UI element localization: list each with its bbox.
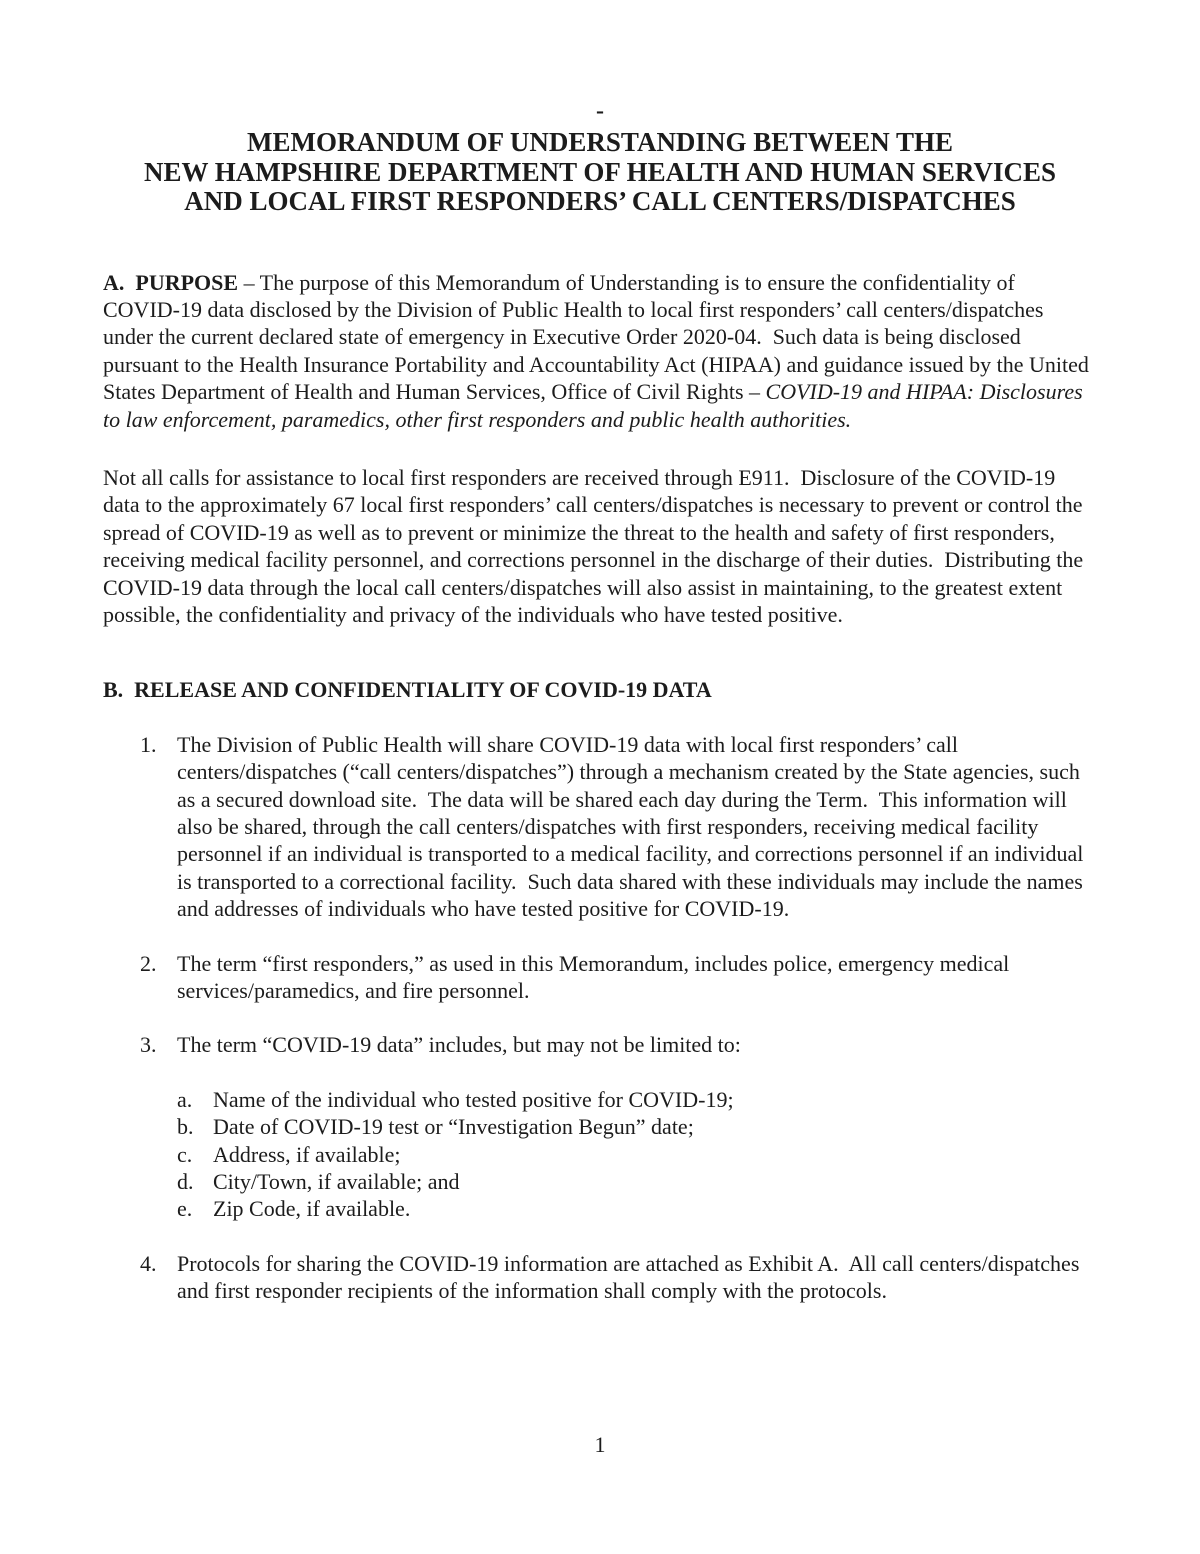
section-a-separator: – <box>238 269 260 295</box>
list-item-4-body <box>177 1250 1097 1305</box>
list-item-2-text: The term “first responders,” as used in this Memorandum, includes police, emergency medical services/paramedics, and fire personnel. <box>177 950 1015 1004</box>
list-item-3-text: The term “COVID-19 data” includes, but may not be limited to: <box>177 1032 741 1058</box>
list-item-3 <box>103 1031 1097 1222</box>
sub-item-a-text: Name of the individual who tested positive for COVID-19; <box>213 1086 734 1112</box>
list-item-4-number: 4. <box>140 1250 157 1276</box>
sub-item-e-text: Zip Code, if available. <box>213 1196 411 1222</box>
sub-item-b-letter: b. <box>177 1114 194 1140</box>
sub-item-c-letter: c. <box>177 1141 193 1167</box>
section-b-list <box>103 731 1097 1305</box>
sub-item-a <box>177 1086 1097 1113</box>
paragraph-2: Not all calls for assistance to local first responders are received through E911. Disclosure of the COVID-19 data to the approximately 67 local first responders’ call centers/dispatches is necessary to prevent or control the spread of COVID-19 as well as to prevent or minimize the threat to the health and safety of first responders, receiving medical facility personnel, and corrections personnel in the discharge of their duties. Distributing the COVID-19 data through the local call centers/dispatches will also assist in maintaining, to the greatest extent possible, the confidentiality and privacy of the individuals who have tested positive. <box>103 464 1089 627</box>
sub-item-d <box>177 1168 1097 1195</box>
document-title <box>103 128 1097 217</box>
sub-item-a-letter: a. <box>177 1086 193 1112</box>
title-line-1: MEMORANDUM OF UNDERSTANDING BETWEEN THE <box>246 127 954 157</box>
list-item-2 <box>103 950 1097 1005</box>
section-a-body: The purpose of this Memorandum of Understanding is to ensure the confidentiality of COVID-19 data disclosed by the Division of Public Health to local first responders’ call centers/dispatches under the current declared state of emergency in Executive Order 2020-04. Such data is being disclosed pursuant to the Health Insurance Portability and Accountability Act (HIPAA) and guidance issued by the United States Department of Health and Human Services, Office of Civil Rights – <box>103 269 1095 405</box>
sub-item-d-letter: d. <box>177 1169 194 1195</box>
section-a-paragraph <box>103 269 1097 433</box>
sub-item-e <box>177 1195 1097 1222</box>
sub-item-c <box>177 1141 1097 1168</box>
list-item-2-body <box>177 950 1097 1005</box>
list-item-1-body <box>177 731 1097 923</box>
title-line-3: AND LOCAL FIRST RESPONDERS’ CALL CENTERS/DISPATCHES <box>184 186 1016 216</box>
sub-item-b <box>177 1113 1097 1140</box>
list-item-4 <box>103 1250 1097 1305</box>
section-a-heading: A. PURPOSE <box>103 269 239 295</box>
list-item-3-sub-list <box>177 1086 1097 1223</box>
list-item-1 <box>103 731 1097 923</box>
list-item-4-text: Protocols for sharing the COVID-19 information are attached as Exhibit A. All call centers/dispatches and first responder recipients of the information shall comply with the protocols. <box>177 1250 1085 1304</box>
sub-item-e-letter: e. <box>177 1196 193 1222</box>
page-number: 1 <box>594 1432 606 1457</box>
top-mark: - <box>596 98 604 124</box>
section-b-heading: B. RELEASE AND CONFIDENTIALITY OF COVID-19 DATA <box>103 677 712 703</box>
title-line-2: NEW HAMPSHIRE DEPARTMENT OF HEALTH AND HUMAN SERVICES <box>144 156 1056 187</box>
sub-item-d-text: City/Town, if available; and <box>213 1169 460 1195</box>
sub-item-b-text: Date of COVID-19 test or “Investigation Begun” date; <box>213 1114 694 1140</box>
section-a-emphasis: COVID-19 and HIPAA: Disclosures to law enforcement, paramedics, other first responders and public health authorities. <box>103 379 1089 432</box>
list-item-3-body <box>177 1031 1097 1222</box>
list-item-1-number: 1. <box>140 731 157 757</box>
list-item-3-number: 3. <box>140 1032 157 1058</box>
list-item-1-text: The Division of Public Health will share COVID-19 data with local first responders’ call centers/dispatches (“call centers/dispatches”) through a mechanism created by the State agencies, such as a secured download site. The data will be shared each day during the Term. This information will also be shared, through the call centers/dispatches with first responders, receiving medical facility personnel if an individual is transported to a medical facility, and corrections personnel if an individual is transported to a correctional facility. Such data shared with these individuals may include the names and addresses of individuals who have tested positive for COVID-19. <box>177 731 1089 922</box>
list-item-2-number: 2. <box>140 950 157 976</box>
document-content <box>103 0 1097 1332</box>
sub-item-c-text: Address, if available; <box>213 1141 401 1167</box>
